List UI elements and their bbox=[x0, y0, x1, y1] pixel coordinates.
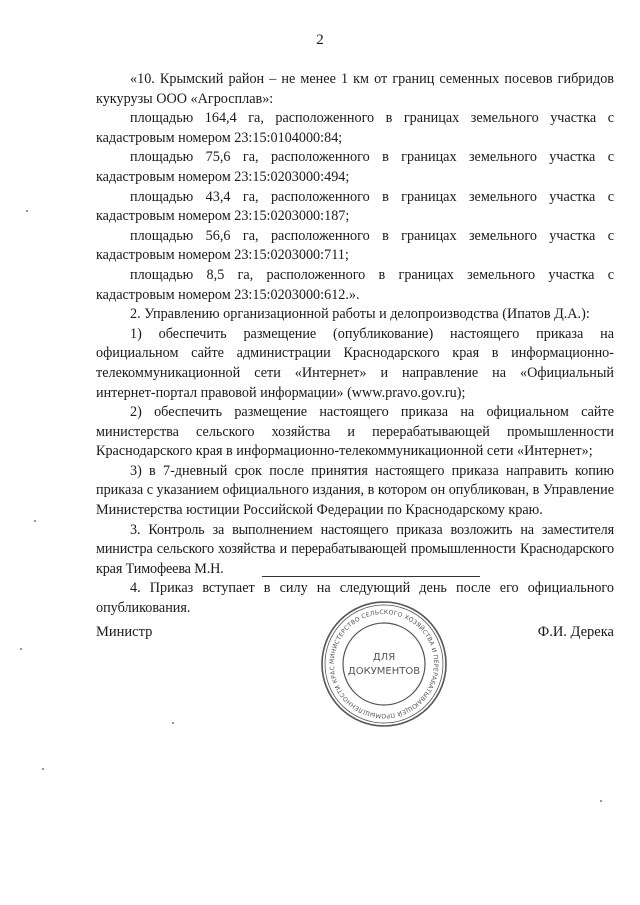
paragraph-item-3: 3. Контроль за выполнением настоящего приказа возложить на заместителя министра сельского хозяйства и перерабатывающей промышленности Краснодарского края Тимофеева М.Н. bbox=[96, 521, 614, 577]
paragraph-plot-1: площадью 164,4 га, расположенного в границах земельного участка с кадастровым номером 23:15:0104000:84; bbox=[96, 110, 614, 146]
scan-speck bbox=[42, 768, 44, 770]
scan-speck bbox=[34, 520, 36, 522]
seal-inner-ring bbox=[343, 623, 425, 705]
order-body bbox=[96, 70, 614, 619]
signatory-name: Ф.И. Дерека bbox=[537, 624, 614, 640]
paragraph-item-4: 4. Приказ вступает в силу на следующий день после его официального опубликования. bbox=[96, 580, 614, 617]
page-number: 2 bbox=[316, 32, 324, 48]
paragraph-plot-4: площадью 56,6 га, расположенного в границах земельного участка с кадастровым номером 23:15:0203000:711; bbox=[96, 227, 614, 264]
paragraph-item-2-2: 2) обеспечить размещение настоящего приказа на официальном сайте министерства сельского хозяйства и перерабатывающей промышленности Краснодарского края в информационно-телекоммуникационной сети «Интернет»; bbox=[96, 404, 614, 460]
scan-speck bbox=[26, 210, 28, 212]
official-seal bbox=[318, 598, 450, 730]
paragraph-plot-3: площадью 43,4 га, расположенного в границах земельного участка с кадастровым номером 23:15:0203000:187; bbox=[96, 188, 614, 225]
paragraph-item-2-3: 3) в 7-дневный срок после принятия настоящего приказа направить копию приказа с указанием официального издания, в котором он опубликован, в Управление Министерства юстиции Российской Федерации по Краснодарскому краю. bbox=[96, 462, 615, 519]
seal-center-line-1: ДЛЯ bbox=[372, 652, 396, 663]
paragraph-item-2-1: 1) обеспечить размещение (опубликование) настоящего приказа на официальном сайте администрации Краснодарского края в информационно-телекоммуникационной сети «Интернет» и направление на «Официальный интернет-портал правовой информации» (www.pravo.gov.ru); bbox=[96, 325, 614, 401]
signatory-title: Министр bbox=[96, 624, 153, 640]
scan-speck bbox=[20, 648, 22, 650]
handwritten-underline bbox=[262, 576, 480, 577]
paragraph-plot-5: площадью 8,5 га, расположенного в границах земельного участка с кадастровым номером 23:15:0203000:612.». bbox=[96, 266, 614, 303]
paragraph-plot-2: площадью 75,6 га, расположенного в границах земельного участка с кадастровым номером 23:15:0203000:494; bbox=[96, 149, 614, 185]
scan-speck bbox=[172, 722, 174, 724]
seal-graphic bbox=[318, 598, 450, 730]
scan-speck bbox=[600, 800, 602, 802]
paragraph-item-2: 2. Управлению организационной работы и делопроизводства (Ипатов Д.А.): bbox=[130, 306, 590, 323]
seal-ring-text: МИНИСТЕРСТВО СЕЛЬСКОГО ХОЗЯЙСТВА И ПЕРЕРАБАТЫВАЮЩЕЙ ПРОМЫШЛЕННОСТИ КРАС bbox=[328, 608, 440, 720]
paragraph-crimean-district: «10. Крымский район – не менее 1 км от границ семенных посевов гибридов кукурузы ООО «Агросплав»: bbox=[96, 71, 614, 107]
seal-center-line-2: ДОКУМЕНТОВ bbox=[347, 666, 421, 677]
seal-outer-ring bbox=[322, 602, 446, 726]
